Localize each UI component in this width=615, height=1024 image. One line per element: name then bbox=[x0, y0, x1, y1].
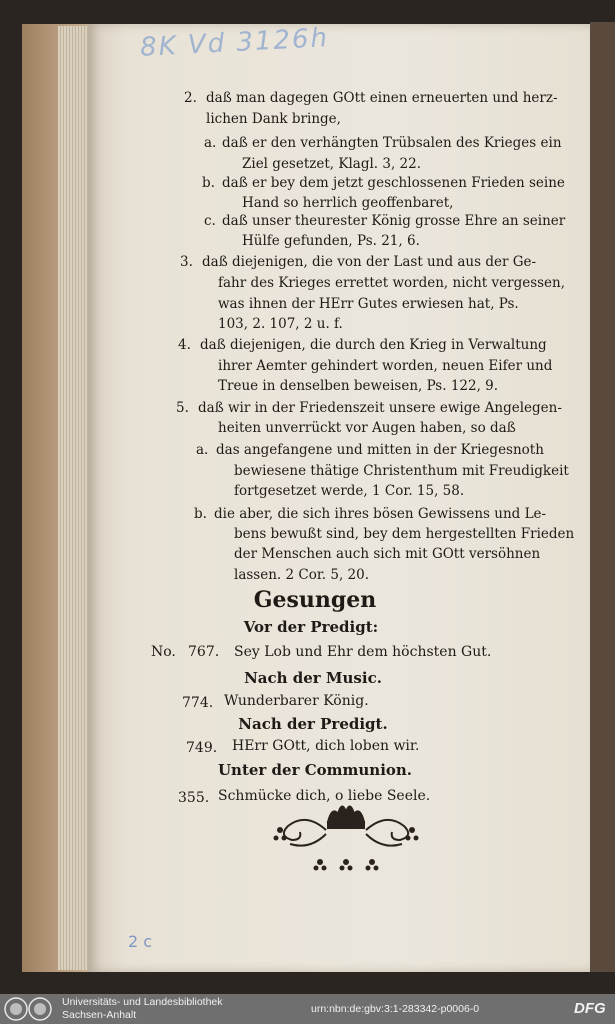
institution-line-1: Universitäts- und Landesbibliothek bbox=[62, 996, 223, 1008]
item-5a-letter: a. bbox=[196, 442, 209, 458]
hymn-heading-communion: Unter der Communion. bbox=[217, 761, 413, 779]
item-5-line-1: daß wir in der Friedenszeit unsere ewige Angelegen- bbox=[198, 400, 562, 416]
item-4-line-1: daß diejenigen, die durch den Krieg in Verwaltung bbox=[200, 337, 547, 353]
item-2a-letter: a. bbox=[204, 135, 217, 151]
hymn-2-number: 774. bbox=[182, 695, 214, 711]
item-5b-line-1: die aber, die sich ihres bösen Gewissens und Le- bbox=[214, 506, 547, 522]
item-2b-line-2: Hand so herrlich geoffenbaret, bbox=[242, 195, 454, 211]
hymn-1-title: Sey Lob und Ehr dem höchsten Gut. bbox=[234, 644, 492, 660]
item-5b-line-2: bens bewußt sind, bey dem hergestellten Frieden bbox=[234, 526, 575, 542]
dfg-logo: DFG bbox=[574, 1000, 606, 1017]
item-5a-line-3: fortgesetzet werde, 1 Cor. 15, 58. bbox=[234, 483, 465, 499]
hymn-2-title: Wunderbarer König. bbox=[224, 693, 369, 709]
hymn-1-prefix: No. bbox=[151, 644, 176, 660]
item-2-line-2: lichen Dank bringe, bbox=[206, 111, 341, 127]
item-2c-line-1: daß unser theurester König grosse Ehre an seiner bbox=[222, 213, 566, 229]
item-3-number: 3. bbox=[180, 254, 193, 270]
item-5-number: 5. bbox=[176, 400, 189, 416]
item-2a-line-2: Ziel gesetzet, Klagl. 3, 22. bbox=[242, 156, 422, 172]
pencil-annotation: 2 c bbox=[128, 932, 153, 951]
item-2a-line-1: daß er den verhängten Trübsalen des Krieges ein bbox=[222, 135, 562, 151]
hymn-1-number: 767. bbox=[188, 644, 220, 660]
item-2b-letter: b. bbox=[202, 175, 215, 191]
hymn-heading-after-music: Nach der Music. bbox=[244, 669, 382, 687]
hymn-3-title: HErr GOtt, dich loben wir. bbox=[232, 738, 420, 754]
item-3-line-2: fahr des Krieges errettet worden, nicht vergessen, bbox=[218, 275, 566, 291]
crown-ornament bbox=[266, 792, 426, 876]
footer-bar bbox=[0, 994, 615, 1024]
urn-identifier[interactable]: urn:nbn:de:gbv:3:1-283342-p0006-0 bbox=[311, 1003, 480, 1015]
hymn-3-number: 749. bbox=[186, 740, 218, 756]
item-3-line-1: daß diejenigen, die von der Last und aus der Ge- bbox=[202, 254, 537, 270]
item-5b-line-4: lassen. 2 Cor. 5, 20. bbox=[234, 567, 370, 583]
item-5a-line-2: bewiesene thätige Christenthum mit Freudigkeit bbox=[234, 463, 569, 479]
item-4-line-2: ihrer Aemter gehindert worden, neuen Eifer und bbox=[218, 358, 553, 374]
hymn-heading-before-sermon: Vor der Predigt: bbox=[243, 618, 379, 636]
item-4-line-3: Treue in denselben beweisen, Ps. 122, 9. bbox=[218, 378, 499, 394]
item-5b-line-3: der Menschen auch sich mit GOtt versöhnen bbox=[234, 546, 541, 562]
item-5a-line-1: das angefangene und mitten in der Kriegesnoth bbox=[216, 442, 544, 458]
hymn-heading-after-sermon: Nach der Predigt. bbox=[238, 715, 388, 733]
item-2-line-1: daß man dagegen GOtt einen erneuerten und herz- bbox=[206, 90, 558, 106]
library-logo-icon bbox=[2, 995, 56, 1023]
item-3-line-4: 103, 2. 107, 2 u. f. bbox=[218, 316, 343, 332]
item-2c-line-2: Hülfe gefunden, Ps. 21, 6. bbox=[242, 233, 420, 249]
item-5b-letter: b. bbox=[194, 506, 207, 522]
item-2b-line-1: daß er bey dem jetzt geschlossenen Frieden seine bbox=[222, 175, 565, 191]
item-2-number: 2. bbox=[184, 90, 197, 106]
hymns-title: Gesungen bbox=[253, 587, 377, 613]
institution-line-2: Sachsen-Anhalt bbox=[62, 1009, 137, 1021]
item-5-line-2: heiten unverrückt vor Augen haben, so daß bbox=[218, 420, 516, 436]
hymn-4-title: Schmücke dich, o liebe Seele. bbox=[218, 788, 431, 804]
hymn-4-number: 355. bbox=[178, 790, 210, 806]
item-3-line-3: was ihnen der HErr Gutes erwiesen hat, Ps. bbox=[218, 296, 519, 312]
right-strip bbox=[590, 22, 615, 972]
item-4-number: 4. bbox=[178, 337, 191, 353]
document-page bbox=[88, 24, 590, 972]
item-2c-letter: c. bbox=[204, 213, 216, 229]
shelfmark-annotation: 8K Vd 3126h bbox=[139, 23, 330, 63]
